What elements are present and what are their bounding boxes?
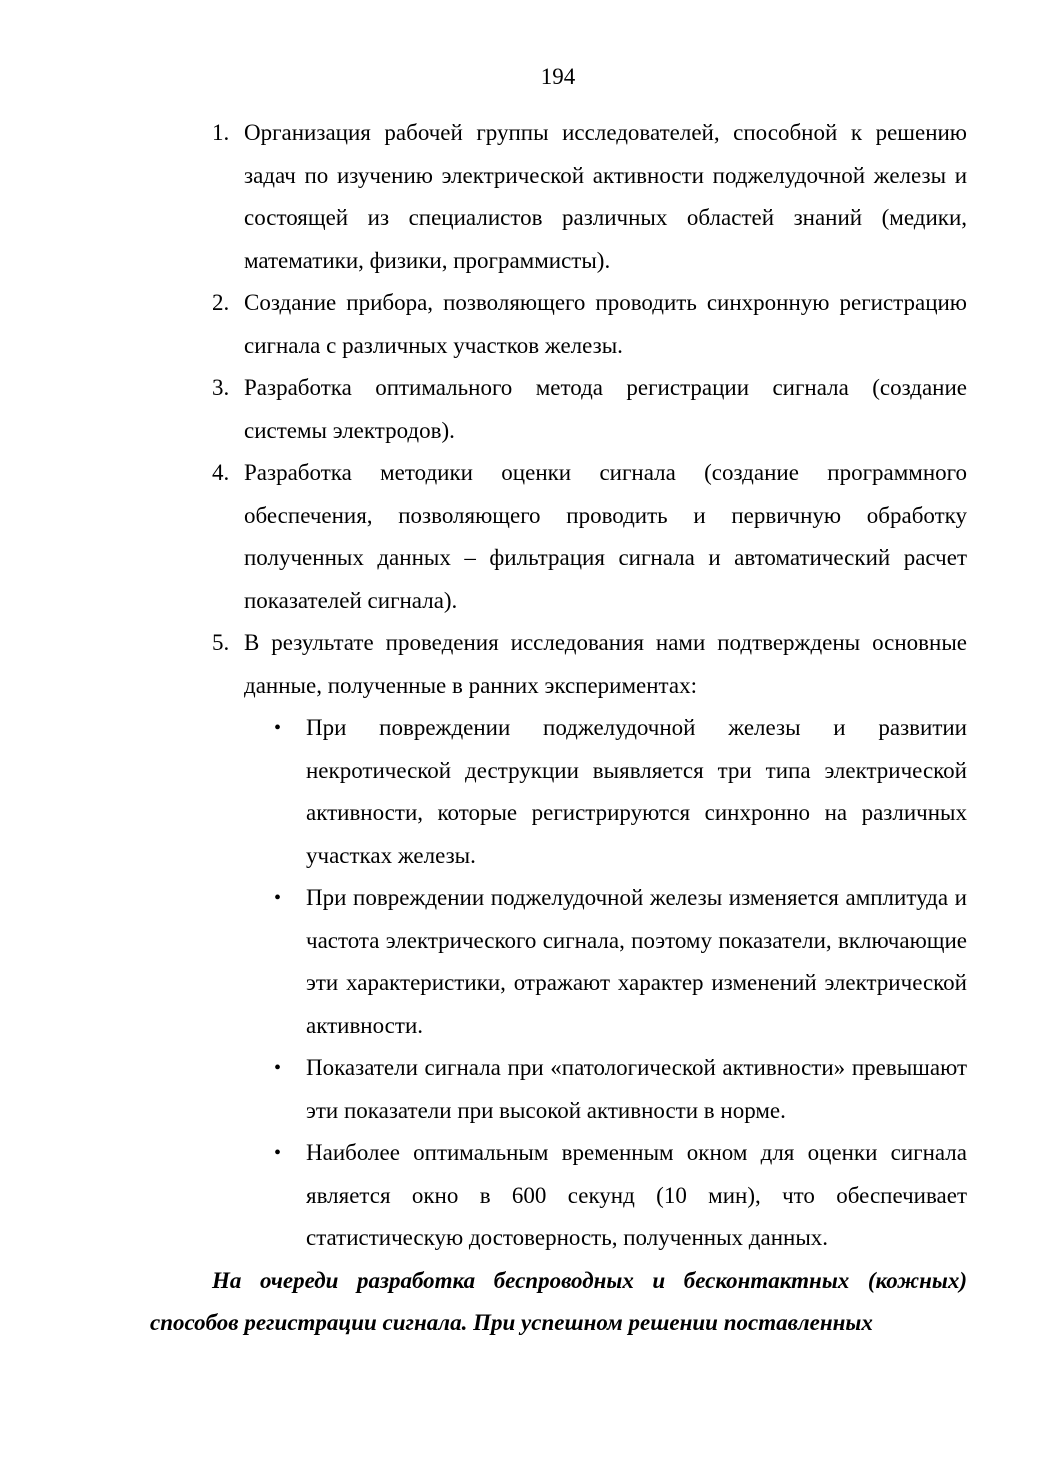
bullet-item (150, 707, 967, 877)
bullet-icon: • (274, 887, 282, 909)
numbered-item (150, 112, 967, 282)
numbered-item (150, 282, 967, 367)
item-number: 2. (212, 290, 230, 315)
item-number: 5. (212, 630, 230, 655)
bullet-icon: • (274, 1142, 282, 1164)
bullet-list (150, 707, 967, 1260)
item-text: Создание прибора, позволяющего проводить синхронную регистрацию сигнала с различных участков железы. (244, 290, 967, 358)
item-number: 1. (212, 120, 230, 145)
bullet-icon: • (274, 1057, 282, 1079)
conclusion-paragraph: На очереди разработка беспроводных и бесконтактных (кожных) способов регистрации сигнала. При успешном решении поставленных (150, 1267, 967, 1335)
bullet-item (150, 877, 967, 1047)
bullet-text: При повреждении поджелудочной железы изменяется амплитуда и частота электрического сигнала, поэтому показатели, включающие эти характеристики, отражают характер изменений электрической активности. (306, 885, 967, 1038)
page-number: 194 (540, 64, 576, 89)
item-text: Разработка оптимального метода регистрации сигнала (создание системы электродов). (244, 375, 967, 443)
item-text: Организация рабочей группы исследователей, способной к решению задач по изучению электрической активности поджелудочной железы и состоящей из специалистов различных областей знаний (медики, математики, физики, программисты). (244, 120, 967, 273)
bullet-text: Наиболее оптимальным временным окном для оценки сигнала является окно в 600 секунд (10 мин), что обеспечивает статистическую достоверность, полученных данных. (306, 1140, 967, 1250)
page-content (150, 112, 967, 1345)
item-number: 4. (212, 460, 230, 485)
item-text: В результате проведения исследования нами подтверждены основные данные, полученные в ранних экспериментах: (244, 630, 967, 698)
bullet-text: При повреждении поджелудочной железы и развитии некротической деструкции выявляется три типа электрической активности, которые регистрируются синхронно на различных участках железы. (306, 715, 967, 868)
numbered-item (150, 452, 967, 622)
bullet-item (150, 1132, 967, 1260)
bullet-icon: • (274, 717, 282, 739)
numbered-item (150, 367, 967, 452)
numbered-item (150, 622, 967, 707)
item-number: 3. (212, 375, 230, 400)
bullet-item (150, 1047, 967, 1132)
numbered-list (150, 112, 967, 707)
bullet-text: Показатели сигнала при «патологической активности» превышают эти показатели при высокой активности в норме. (306, 1055, 967, 1123)
item-text: Разработка методики оценки сигнала (создание программного обеспечения, позволяющего проводить и первичную обработку полученных данных – фильтрация сигнала и автоматический расчет показателей сигнала). (244, 460, 967, 613)
